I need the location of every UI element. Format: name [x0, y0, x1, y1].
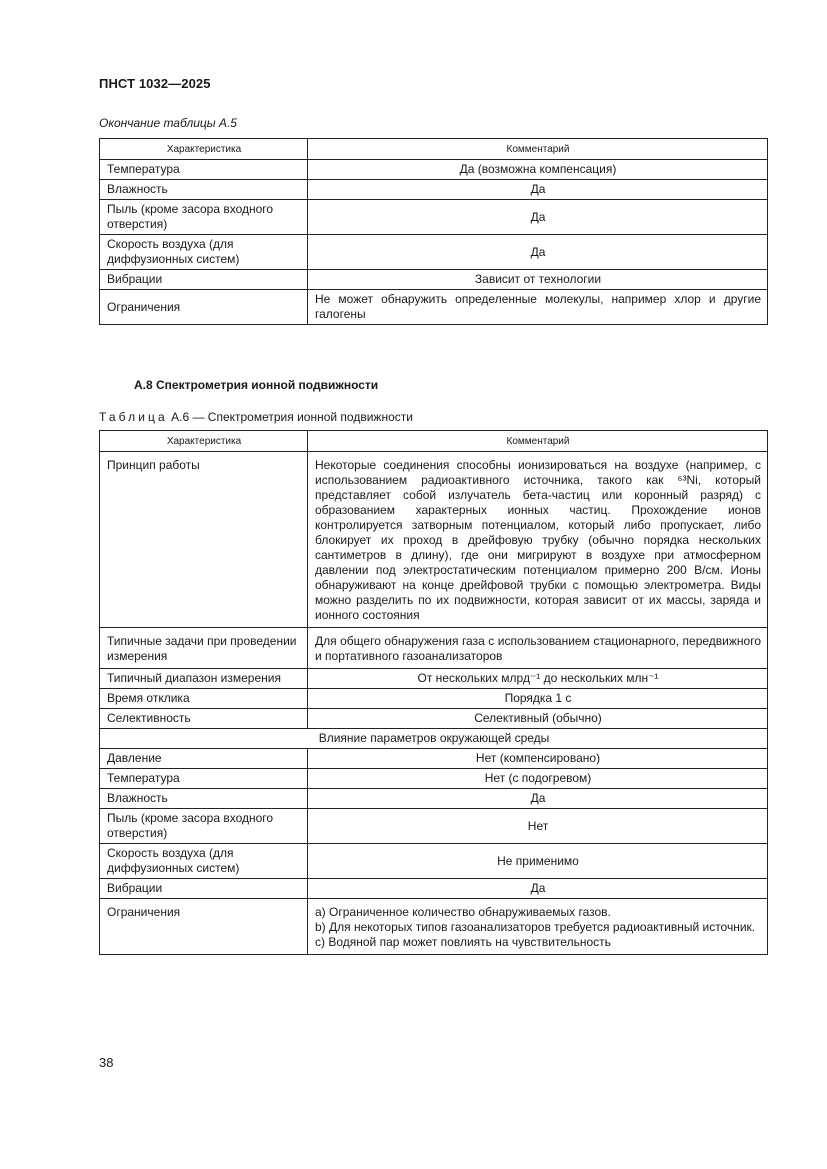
table-header-row	[100, 139, 768, 160]
comment-cell: Нет (с подогревом)	[308, 769, 768, 789]
comment-cell: Порядка 1 с	[308, 689, 768, 709]
table-subheader-row	[100, 729, 768, 749]
section-heading: А.8 Спектрометрия ионной подвижности	[134, 378, 379, 392]
table-row	[100, 669, 768, 689]
characteristic-cell: Температура	[100, 160, 308, 180]
table-caption	[99, 410, 413, 424]
characteristic-cell: Скорость воздуха (для диффузионных систем)	[100, 844, 308, 879]
characteristic-cell: Вибрации	[100, 879, 308, 899]
characteristic-cell: Пыль (кроме засора входного отверстия)	[100, 809, 308, 844]
characteristic-cell: Типичный диапазон измерения	[100, 669, 308, 689]
characteristic-cell: Ограничения	[100, 290, 308, 325]
table-row	[100, 899, 768, 955]
characteristic-cell: Скорость воздуха (для диффузионных систем)	[100, 235, 308, 270]
comment-cell: Да	[308, 180, 768, 200]
table-row	[100, 180, 768, 200]
table-row	[100, 769, 768, 789]
characteristic-cell: Ограничения	[100, 899, 308, 955]
table-caption-word: Таблица	[99, 410, 168, 424]
characteristic-cell: Принцип работы	[100, 452, 308, 628]
column-header: Комментарий	[308, 431, 768, 452]
table-row	[100, 879, 768, 899]
comment-cell: Да	[308, 235, 768, 270]
comment-cell: Не применимо	[308, 844, 768, 879]
page-number: 38	[99, 1055, 114, 1070]
comment-cell: Зависит от технологии	[308, 270, 768, 290]
comment-cell: Селективный (обычно)	[308, 709, 768, 729]
characteristic-cell: Давление	[100, 749, 308, 769]
characteristic-cell: Вибрации	[100, 270, 308, 290]
table-a5	[99, 138, 768, 325]
limitation-item: c) Водяной пар может повлиять на чувствительность	[315, 935, 611, 949]
table-row	[100, 452, 768, 628]
comment-cell	[308, 899, 768, 955]
table-row	[100, 844, 768, 879]
table-a6	[99, 430, 768, 955]
comment-cell: Некоторые соединения способны ионизироваться на воздухе (например, с использованием радиоактивного источника, такого как ⁶³Ni, который представляет собой излучатель бета-частиц или коронный разряд) с образованием характерных ионных частиц. Прохождение ионов контролируется затворным потенциалом, который либо пропускает, либо блокирует их проход в дрейфовую трубку (обычно порядка нескольких сантиметров в длину), где они мигрируют в воздухе при атмосферном давлении под электростатическим потенциалом примерно 200 В/см. Ионы обнаруживают на конце дрейфовой трубки с помощью электрометра. Виды можно разделить по их подвижности, которая зависит от их массы, заряда и ионного состояния	[308, 452, 768, 628]
comment-cell: Нет (компенсировано)	[308, 749, 768, 769]
column-header: Характеристика	[100, 139, 308, 160]
comment-cell: От нескольких млрд⁻¹ до нескольких млн⁻¹	[308, 669, 768, 689]
table-row	[100, 749, 768, 769]
characteristic-cell: Селективность	[100, 709, 308, 729]
table-caption-text: А.6 — Спектрометрия ионной подвижности	[171, 410, 413, 424]
comment-cell: Да	[308, 200, 768, 235]
table-continuation-caption: Окончание таблицы А.5	[99, 116, 237, 130]
environment-header: Влияние параметров окружающей среды	[100, 729, 768, 749]
table-row	[100, 628, 768, 669]
comment-cell: Да	[308, 879, 768, 899]
comment-cell: Не может обнаружить определенные молекулы, например хлор и другие галогены	[308, 290, 768, 325]
characteristic-cell: Температура	[100, 769, 308, 789]
table-row	[100, 290, 768, 325]
table-row	[100, 789, 768, 809]
table-row	[100, 160, 768, 180]
column-header: Характеристика	[100, 431, 308, 452]
comment-cell: Да (возможна компенсация)	[308, 160, 768, 180]
document-code: ПНСТ 1032—2025	[99, 76, 211, 91]
table-row	[100, 809, 768, 844]
comment-cell: Для общего обнаружения газа с использованием стационарного, передвижного и портативного газоанализаторов	[308, 628, 768, 669]
comment-cell: Нет	[308, 809, 768, 844]
table-row	[100, 235, 768, 270]
table-row	[100, 270, 768, 290]
table-row	[100, 709, 768, 729]
characteristic-cell: Пыль (кроме засора входного отверстия)	[100, 200, 308, 235]
comment-cell: Да	[308, 789, 768, 809]
limitation-item: b) Для некоторых типов газоанализаторов требуется радиоактивный источник.	[315, 920, 756, 934]
characteristic-cell: Типичные задачи при проведении измерения	[100, 628, 308, 669]
table-header-row	[100, 431, 768, 452]
characteristic-cell: Влажность	[100, 789, 308, 809]
limitation-item: a) Ограниченное количество обнаруживаемых газов.	[315, 905, 611, 919]
column-header: Комментарий	[308, 139, 768, 160]
table-row	[100, 200, 768, 235]
table-row	[100, 689, 768, 709]
characteristic-cell: Время отклика	[100, 689, 308, 709]
characteristic-cell: Влажность	[100, 180, 308, 200]
